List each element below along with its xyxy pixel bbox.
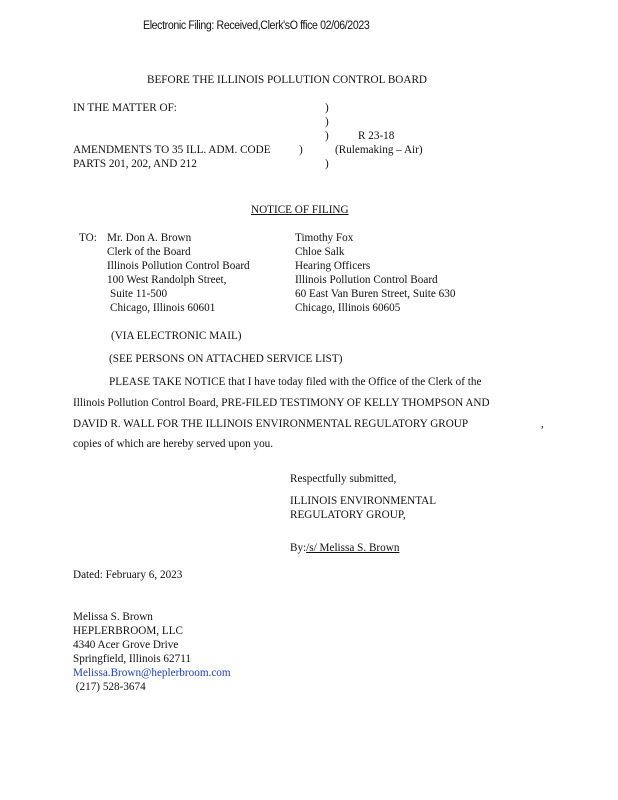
caption-paren: ) <box>299 144 303 156</box>
to-label: TO: <box>79 232 97 244</box>
recipient-line: Suite 11-500 <box>110 288 168 300</box>
recipient-hearing-officers <box>295 231 455 315</box>
attorney-contact <box>73 610 231 694</box>
recipient-line: Clerk of the Board <box>107 246 191 258</box>
contact-firm: HEPLERBROOM, LLC <box>73 625 184 637</box>
recipient-line: Chicago, Illinois 60601 <box>110 302 216 314</box>
recipient-line: Chicago, Illinois 60605 <box>295 302 401 314</box>
see-persons-note: (SEE PERSONS ON ATTACHED SERVICE LIST) <box>109 353 343 365</box>
caption-paren: ) <box>325 102 329 114</box>
caption-paren: ) <box>325 130 329 142</box>
parts-title: PARTS 201, 202, AND 212 <box>73 158 197 170</box>
notice-body-comma: , <box>541 418 544 430</box>
contact-email-link[interactable]: Melissa.Brown@heplerbroom.com <box>73 667 231 679</box>
contact-phone: (217) 528-3674 <box>73 681 146 693</box>
via-electronic-mail: (VIA ELECTRONIC MAIL) <box>111 330 242 342</box>
recipient-line: 100 West Randolph Street, <box>107 274 227 286</box>
notice-body-line: PLEASE TAKE NOTICE that I have today filed with the Office of the Clerk of the <box>109 376 482 388</box>
amendments-title: AMENDMENTS TO 35 ILL. ADM. CODE <box>73 144 271 156</box>
caption-paren: ) <box>325 158 329 170</box>
signatory-org: ILLINOIS ENVIRONMENTAL <box>290 495 437 507</box>
signature-text: /s/ Melissa S. Brown <box>306 542 400 554</box>
caption-paren: ) <box>325 116 329 128</box>
rulemaking-type: (Rulemaking – Air) <box>335 144 423 156</box>
in-the-matter-label: IN THE MATTER OF: <box>73 102 177 114</box>
recipient-line: Timothy Fox <box>295 232 354 244</box>
docket-number: R 23-18 <box>358 130 395 142</box>
recipient-line: Chloe Salk <box>295 246 345 258</box>
recipient-line: Hearing Officers <box>295 260 371 272</box>
contact-name: Melissa S. Brown <box>73 611 153 623</box>
electronic-filing-stamp: Electronic Filing: Received,Clerk'sO ffice 02/06/2023 <box>143 20 370 32</box>
notice-body-line: Illinois Pollution Control Board, PRE-FILED TESTIMONY OF KELLY THOMPSON AND <box>73 397 490 409</box>
recipient-line: 60 East Van Buren Street, Suite 630 <box>295 288 456 300</box>
dated-line: Dated: February 6, 2023 <box>73 569 183 581</box>
contact-street: 4340 Acer Grove Drive <box>73 639 179 651</box>
notice-body-line: copies of which are hereby served upon you. <box>73 438 274 450</box>
closing: Respectfully submitted, <box>290 473 397 485</box>
signatory-org: REGULATORY GROUP, <box>290 509 406 521</box>
recipient-line: Illinois Pollution Control Board <box>107 260 250 272</box>
notice-of-filing-title: NOTICE OF FILING <box>251 204 349 216</box>
contact-city: Springfield, Illinois 62711 <box>73 653 191 665</box>
notice-body-line: DAVID R. WALL FOR THE ILLINOIS ENVIRONMENTAL REGULATORY GROUP <box>73 418 469 430</box>
by-label: By: <box>290 542 307 554</box>
recipient-clerk <box>107 231 250 315</box>
signature-line <box>290 541 452 555</box>
board-heading: BEFORE THE ILLINOIS POLLUTION CONTROL BOARD <box>147 74 427 86</box>
recipient-line: Mr. Don A. Brown <box>107 232 192 244</box>
recipient-line: Illinois Pollution Control Board <box>295 274 438 286</box>
